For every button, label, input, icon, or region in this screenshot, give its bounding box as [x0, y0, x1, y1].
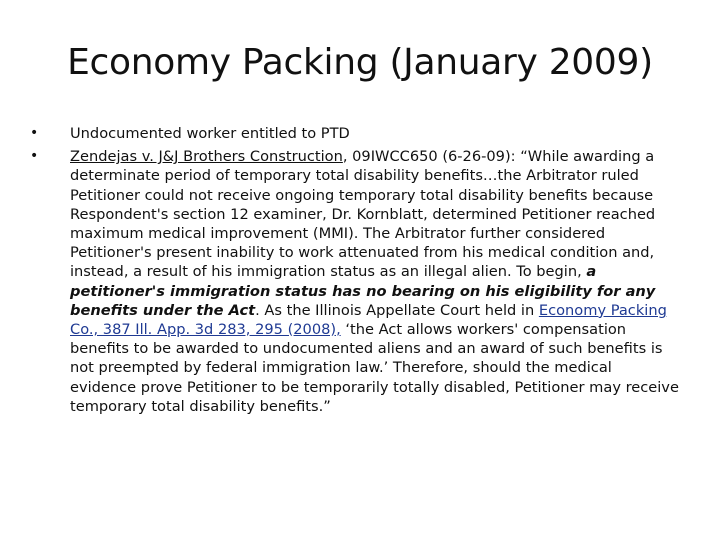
- slide-title: Economy Packing (January 2009): [67, 42, 653, 83]
- quote-text: , 09IWCC650 (6-26-09): “While awarding a determinate period of temporary total disability benefits…the Arbitrator ruled Petitioner could not receive ongoing temporary total disability benefits because Respondent's section 12 examiner, Dr. Kornblatt, determined Petitioner reached maximum medical improvement (MMI). The Arbitrator further considered Petitioner's present inability to work attenuated from his medical condition and, instead, a result of his immigration status as an illegal alien. To begin,: [70, 148, 656, 281]
- citation-link[interactable]: Economy Packing Co., 387 Ill. App. 3d 283, 295 (2008),: [70, 301, 667, 339]
- quote-text: . As the Illinois Appellate Court held in: [255, 301, 539, 319]
- bullet-item: [30, 124, 680, 143]
- bullet-marker: •: [30, 125, 39, 141]
- emphasized-holding: a petitioner's immigration status has no bearing on his eligibility for any benefits under the Act: [70, 263, 656, 319]
- bullet-text: Undocumented worker entitled to PTD: [70, 125, 350, 142]
- bullet-marker: •: [30, 148, 39, 165]
- bullet-list: [30, 124, 680, 416]
- bullet-item: [30, 147, 680, 416]
- case-link[interactable]: Zendejas v. J&J Brothers Construction: [70, 148, 343, 166]
- quote-text: ‘the Act allows workers' compensation benefits to be awarded to undocumented aliens and an award of such benefits is not preempted by federal immigration law.’ Therefore, should the medical evidence prove Petitioner to be temporarily totally disabled, Petitioner may receive temporary total disability benefits.”: [70, 321, 679, 415]
